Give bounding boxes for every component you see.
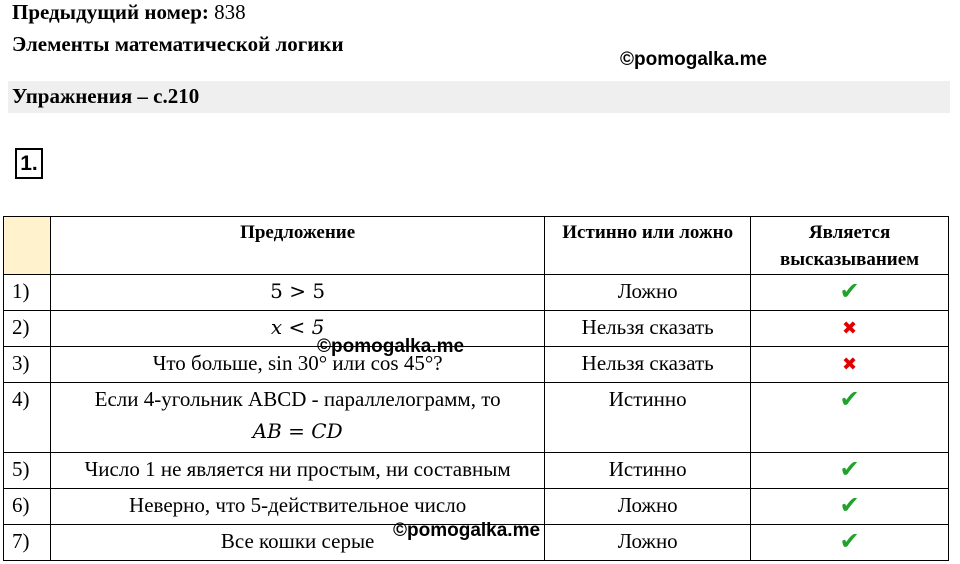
check-icon: ✔ [839, 385, 860, 413]
cross-icon: ✖ [842, 354, 858, 375]
header-index-cell [4, 217, 51, 275]
watermark: ©pomogalka.me [317, 336, 465, 357]
header-truth: Истинно или ложно [545, 217, 751, 275]
row-truth: Нельзя сказать [545, 311, 751, 347]
check-icon: ✔ [839, 491, 860, 519]
row-index: 5) [4, 453, 51, 489]
table-row [4, 383, 949, 453]
row-sentence [50, 383, 544, 453]
table-row [4, 347, 949, 383]
row-sentence-line: AB = CD [252, 419, 343, 443]
row-sentence: Число 1 не является ни простым, ни составным [50, 453, 544, 489]
row-sentence: x < 5 [50, 311, 544, 347]
watermark: ©pomogalka.me [620, 49, 768, 70]
previous-number-line [12, 0, 246, 25]
row-truth: Истинно [545, 453, 751, 489]
header-is-statement: Является высказыванием [751, 217, 949, 275]
row-truth: Ложно [545, 275, 751, 311]
statements-table [3, 216, 949, 561]
row-truth: Нельзя сказать [545, 347, 751, 383]
row-sentence: Все кошки серые [50, 525, 544, 561]
row-index: 6) [4, 489, 51, 525]
row-sentence: Неверно, что 5-действительное число [50, 489, 544, 525]
watermark: ©pomogalka.me [393, 520, 541, 541]
header-sentence: Предложение [50, 217, 544, 275]
table-row [4, 311, 949, 347]
row-truth: Ложно [545, 489, 751, 525]
row-truth: Ложно [545, 525, 751, 561]
previous-number-label: Предыдущий номер: [12, 0, 209, 24]
row-index: 3) [4, 347, 51, 383]
row-index: 1) [4, 275, 51, 311]
check-icon: ✔ [839, 455, 860, 483]
cross-icon: ✖ [842, 318, 858, 339]
row-sentence: 5 > 5 [50, 275, 544, 311]
check-icon: ✔ [839, 527, 860, 555]
check-icon: ✔ [839, 277, 860, 305]
section-title: Упражнения – с.210 [12, 84, 200, 108]
task-number: 1. [15, 148, 43, 179]
table-row [4, 453, 949, 489]
row-sentence-line: Если 4-угольник ABCD - параллелограмм, то [94, 387, 501, 411]
table-row [4, 275, 949, 311]
row-index: 4) [4, 383, 51, 453]
row-sentence: Что больше, sin 30° или cos 45°? [50, 347, 544, 383]
row-index: 7) [4, 525, 51, 561]
previous-number-link[interactable]: 838 [214, 0, 246, 24]
row-truth: Истинно [545, 383, 751, 453]
row-index: 2) [4, 311, 51, 347]
topic-title: Элементы математической логики [12, 32, 344, 56]
section-bar [8, 81, 950, 113]
